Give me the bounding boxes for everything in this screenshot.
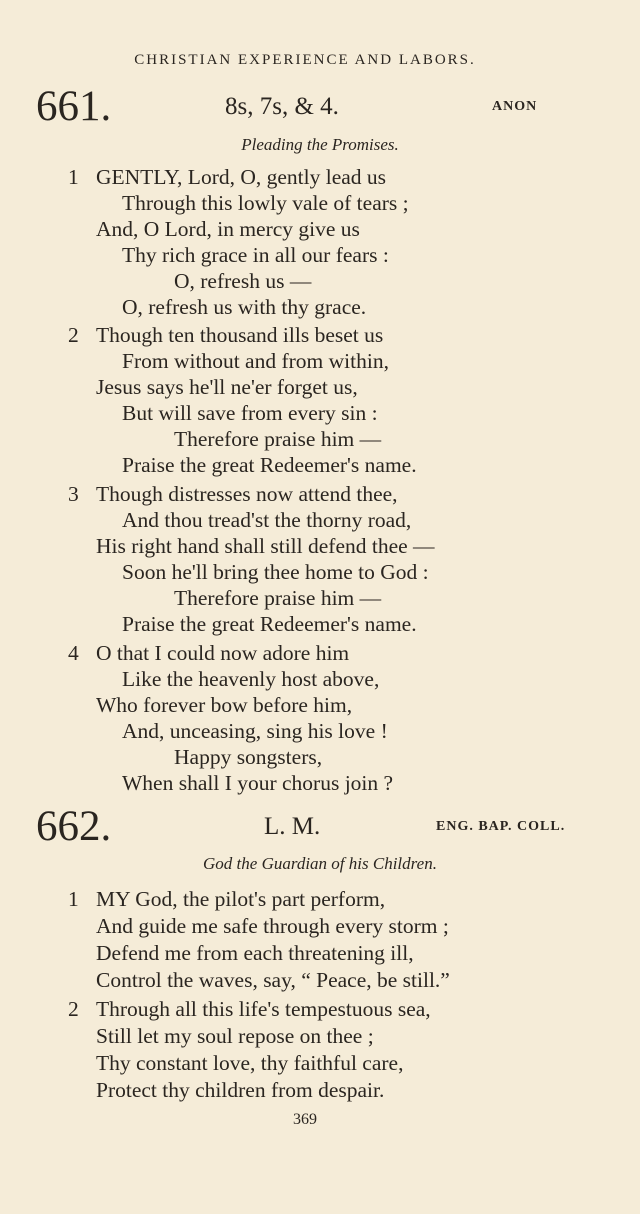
verse-line: Defend me from each threatening ill, [96, 941, 414, 965]
hymn-title: Pleading the Promises. [241, 135, 399, 154]
verse-line: MY God, the pilot's part perform, [96, 887, 386, 911]
running-head: CHRISTIAN EXPERIENCE AND LABORS. [134, 52, 476, 68]
hymn-662-header [0, 804, 640, 854]
hymn-title: God the Guardian of his Children. [203, 854, 437, 873]
verse-number: 3 [68, 482, 79, 506]
verse-line: And thou tread'st the thorny road, [122, 508, 412, 532]
hymn-meter: 8s, 7s, & 4. [225, 93, 339, 120]
verse-line: From without and from within, [122, 349, 389, 373]
verse-number: 4 [68, 641, 79, 665]
verse-number: 2 [68, 323, 79, 347]
verse-number: 2 [68, 997, 79, 1021]
verse-line: O, refresh us — [174, 269, 312, 293]
verse-line: Happy songsters, [174, 745, 323, 769]
verse-line: And guide me safe through every storm ; [96, 914, 449, 938]
verse-line: Jesus says he'll ne'er forget us, [96, 375, 358, 399]
verse-line: Through this lowly vale of tears ; [122, 191, 409, 215]
verse-number: 1 [68, 887, 79, 911]
verse-line: Praise the great Redeemer's name. [122, 612, 417, 636]
page-number: 369 [293, 1111, 317, 1128]
verse-line: When shall I your chorus join ? [122, 771, 394, 795]
verse-line: Therefore praise him — [174, 586, 382, 610]
verse-line: And, O Lord, in mercy give us [96, 217, 360, 241]
verse-line: Thy constant love, thy faithful care, [96, 1051, 404, 1075]
verse-line: GENTLY, Lord, O, gently lead us [96, 165, 387, 189]
verse-number: 1 [68, 165, 79, 189]
verse-line: Like the heavenly host above, [122, 667, 380, 691]
verse-line: But will save from every sin : [122, 401, 378, 425]
verse-line: Through all this life's tempestuous sea, [96, 997, 431, 1021]
verse-line: Praise the great Redeemer's name. [122, 453, 417, 477]
verse-line: And, unceasing, sing his love ! [122, 719, 388, 743]
verse-line: Control the waves, say, “ Peace, be still.” [96, 968, 450, 992]
verse-line: Who forever bow before him, [96, 693, 353, 717]
hymn-author: ENG. BAP. COLL. [436, 819, 566, 834]
verse-line: Though ten thousand ills beset us [96, 323, 384, 347]
verse-line: Thy rich grace in all our fears : [122, 243, 389, 267]
verse-line: Protect thy children from despair. [96, 1078, 385, 1102]
verse-line: Therefore praise him — [174, 427, 382, 451]
verse-line: Soon he'll bring thee home to God : [122, 560, 429, 584]
verse-line: O, refresh us with thy grace. [122, 295, 367, 319]
hymn-661-header [0, 84, 640, 134]
verse-line: Still let my soul repose on thee ; [96, 1024, 374, 1048]
hymn-meter: L. M. [264, 813, 321, 840]
hymn-number: 662. [36, 803, 112, 850]
hymn-author: ANON [492, 99, 538, 114]
hymn-number: 661. [36, 83, 112, 130]
verse-line: Though distresses now attend thee, [96, 482, 398, 506]
verse-line: O that I could now adore him [96, 641, 350, 665]
verse-line: His right hand shall still defend thee — [96, 534, 435, 558]
